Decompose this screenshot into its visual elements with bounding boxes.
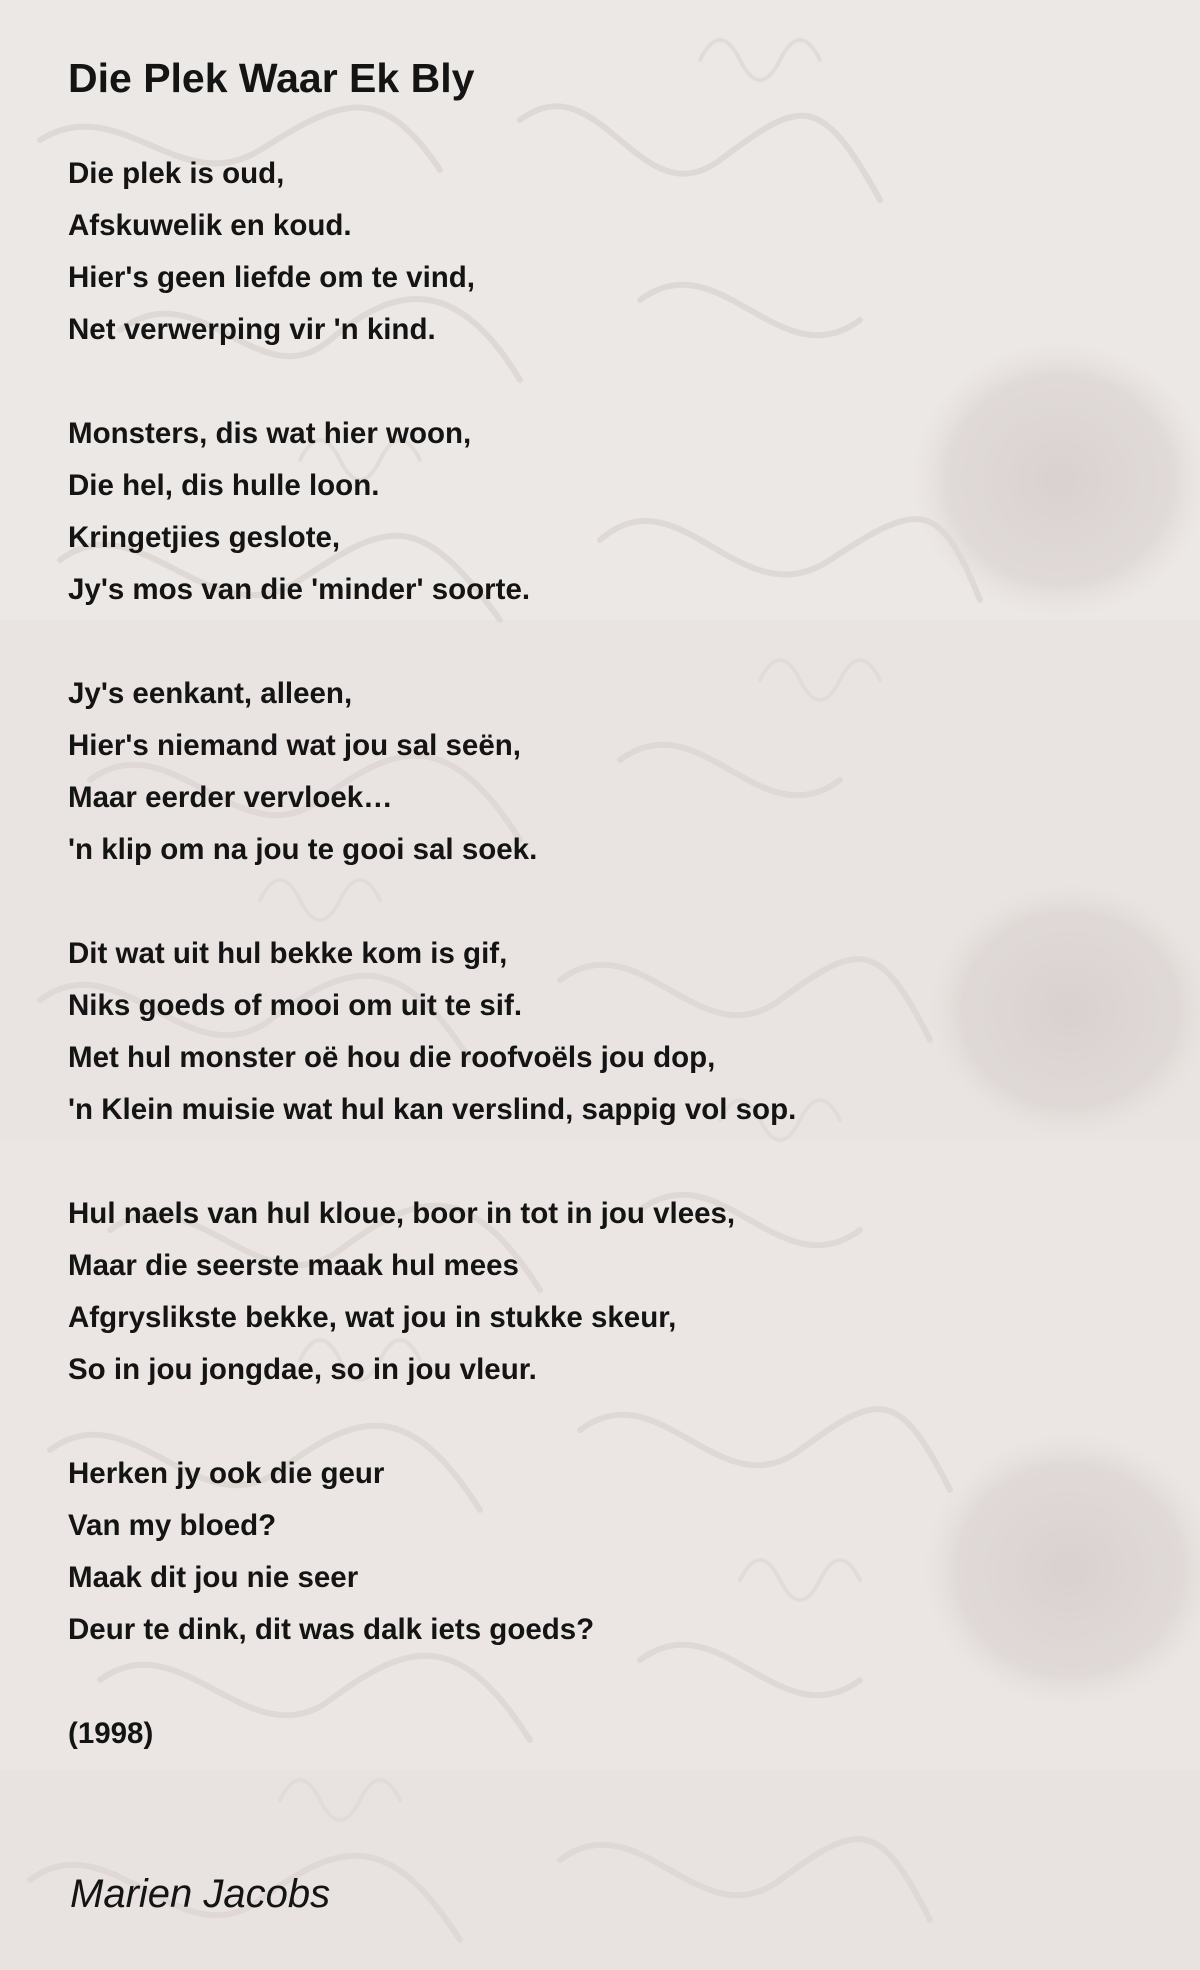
poem-line: Die hel, dis hulle loon. xyxy=(68,469,380,502)
stanza xyxy=(68,1448,1128,1656)
poem-line: Maak dit jou nie seer xyxy=(68,1561,359,1594)
stanza xyxy=(68,148,1128,356)
poem-line: Jy's eenkant, alleen, xyxy=(68,677,353,710)
poem-line: Dit wat uit hul bekke kom is gif, xyxy=(68,937,508,970)
stanza xyxy=(68,928,1128,1136)
poem-line: Deur te dink, dit was dalk iets goeds? xyxy=(68,1613,595,1646)
poem-line: 'n klip om na jou te gooi sal soek. xyxy=(68,833,538,866)
poem-line: Die plek is oud, xyxy=(68,157,285,190)
poem-line: Hier's niemand wat jou sal seën, xyxy=(68,729,521,762)
stanza xyxy=(68,1188,1128,1396)
poem-line: Van my bloed? xyxy=(68,1509,277,1542)
poem-line: Niks goeds of mooi om uit te sif. xyxy=(68,989,523,1022)
poem-line: Hier's geen liefde om te vind, xyxy=(68,261,476,294)
poem-line: Jy's mos van die 'minder' soorte. xyxy=(68,573,531,606)
poem-body xyxy=(68,148,1128,1760)
poem-year: (1998) xyxy=(68,1717,154,1750)
poem-line: Met hul monster oë hou die roofvoëls jou dop, xyxy=(68,1041,716,1074)
poem-line: Monsters, dis wat hier woon, xyxy=(68,417,472,450)
poem-line: Maar die seerste maak hul mees xyxy=(68,1249,519,1282)
poem-line: Hul naels van hul kloue, boor in tot in jou vlees, xyxy=(68,1197,736,1230)
poem-line: Net verwerping vir 'n kind. xyxy=(68,313,436,346)
stanza xyxy=(68,408,1128,616)
stanza xyxy=(68,668,1128,876)
poem-line: Afgryslikste bekke, wat jou in stukke skeur, xyxy=(68,1301,677,1334)
poem-line: Maar eerder vervloek… xyxy=(68,781,393,814)
poem-line: 'n Klein muisie wat hul kan verslind, sappig vol sop. xyxy=(68,1093,797,1126)
poem-line: So in jou jongdae, so in jou vleur. xyxy=(68,1353,537,1386)
poem-line: Kringetjies geslote, xyxy=(68,521,341,554)
poem-line: Herken jy ook die geur xyxy=(68,1457,385,1490)
poem-author: Marien Jacobs xyxy=(70,1872,331,1916)
poem-line: Afskuwelik en koud. xyxy=(68,209,352,242)
poem-title: Die Plek Waar Ek Bly xyxy=(68,55,475,101)
